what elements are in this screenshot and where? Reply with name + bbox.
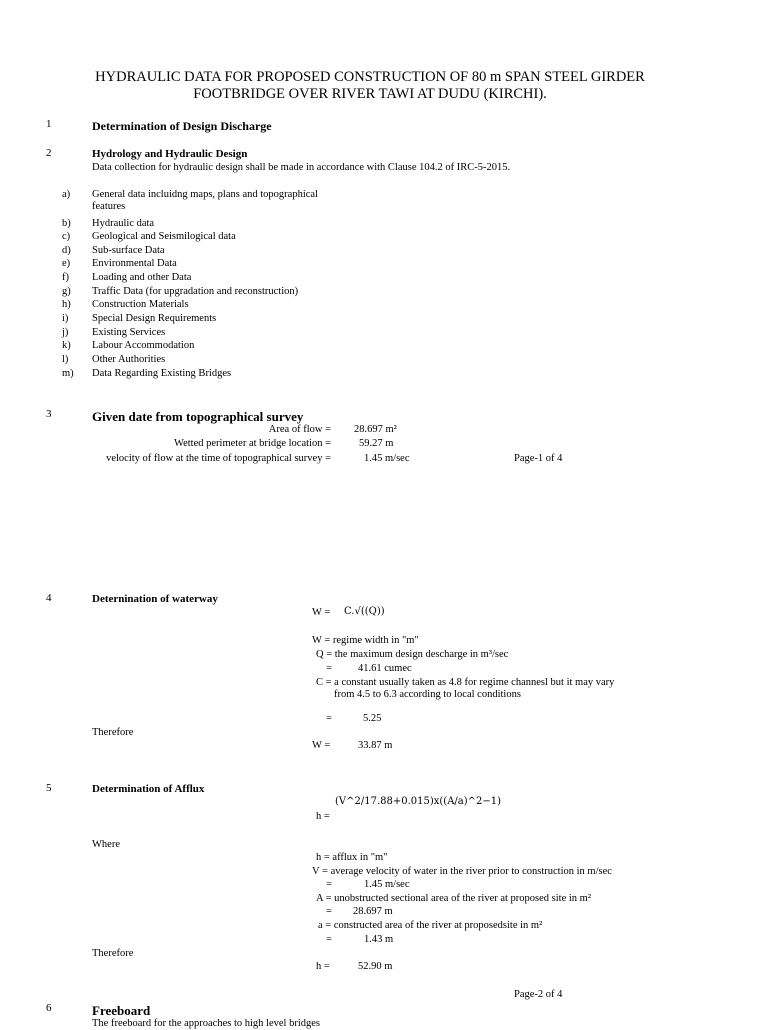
h-definition: h = afflux in "m": [316, 852, 388, 863]
list-item-text: Traffic Data (for upgradation and reconstruction): [92, 286, 299, 297]
section-3-heading: Given date from topographical survey: [92, 409, 304, 424]
c-equals: =: [326, 713, 332, 724]
v-equals: =: [326, 879, 332, 890]
a-equals: =: [326, 906, 332, 917]
v-value: 1.45 m/sec: [364, 879, 410, 890]
small-a-value: 1.43 m: [364, 934, 394, 945]
area-of-flow-label: Area of flow =: [268, 424, 331, 435]
section-6-number: 6: [46, 1002, 52, 1014]
list-item-letter: i): [62, 313, 69, 324]
list-item-letter: k): [62, 340, 71, 351]
w-result-label: W =: [312, 740, 331, 751]
title-line-1: HYDRAULIC DATA FOR PROPOSED CONSTRUCTION OF 80 m SPAN STEEL GIRDER: [95, 69, 645, 85]
section-2-intro: Data collection for hydraulic design shall be made in accordance with Clause 104.2 of IRC-5-2015.: [92, 162, 511, 173]
section-1-heading: Determination of Design Discharge: [92, 119, 272, 133]
section-5-number: 5: [46, 782, 52, 794]
therefore-label: Therefore: [92, 948, 134, 959]
waterway-formula: C.√((Q)): [344, 606, 385, 617]
list-item-text: Other Authorities: [92, 354, 166, 365]
afflux-formula: (V^2/17.88+0.015)x((A/a)^2−1): [335, 796, 502, 807]
h-result-label: h =: [316, 961, 330, 972]
section-3-number: 3: [46, 408, 52, 420]
section-2-number: 2: [46, 147, 52, 159]
c-definition-continued: from 4.5 to 6.3 according to local conditions: [334, 689, 521, 700]
list-item-letter: c): [62, 231, 71, 242]
w-formula-label: W =: [312, 607, 331, 618]
c-definition: C = a constant usually taken as 4.8 for regime channesl but it may vary: [316, 677, 615, 688]
list-item-text: Hydraulic data: [92, 218, 155, 229]
section-4-heading: Deternination of waterway: [92, 593, 218, 605]
list-item-letter: f): [62, 272, 69, 283]
q-value: 41.61 cumec: [358, 663, 412, 674]
section-2-heading: Hydrology and Hydraulic Design: [92, 148, 248, 160]
list-item-text: Geological and Seismilogical data: [92, 231, 236, 242]
list-item-letter: b): [62, 218, 71, 229]
w-result-value: 33.87 m: [358, 740, 393, 751]
list-item-letter: d): [62, 245, 71, 256]
list-item-text: Loading and other Data: [92, 272, 192, 283]
list-item-text: Sub-surface Data: [92, 245, 165, 256]
section-6-heading: Freeboard: [92, 1003, 151, 1018]
section-4-number: 4: [46, 592, 52, 604]
h-formula-label: h =: [316, 811, 330, 822]
wetted-perimeter-label: Wetted perimeter at bridge location =: [174, 438, 331, 449]
list-item-text-continued: features: [92, 201, 126, 212]
list-item-letter: l): [62, 354, 69, 365]
wetted-perimeter-value: 59.27 m: [359, 438, 394, 449]
velocity-of-flow-value: 1.45 m/sec: [364, 453, 410, 464]
a-value: 28.697 m: [353, 906, 393, 917]
c-value: 5.25: [363, 713, 382, 724]
v-definition: V = average velocity of water in the river prior to construction in m/sec: [312, 866, 612, 877]
where-label: Where: [92, 839, 120, 850]
section-1-number: 1: [46, 118, 52, 130]
section-6-text: The freeboard for the approaches to high level bridges: [92, 1018, 320, 1029]
velocity-of-flow-label: velocity of flow at the time of topographical survey =: [106, 453, 331, 464]
list-item-text: Special Design Requirements: [92, 313, 217, 324]
small-a-definition: a = constructed area of the river at proposedsite in m²: [318, 920, 543, 931]
therefore-label: Therefore: [92, 727, 134, 738]
h-result-value: 52.90 m: [358, 961, 393, 972]
small-a-equals: =: [326, 934, 332, 945]
title-line-2: FOOTBRIDGE OVER RIVER TAWI AT DUDU (KIRCHI).: [193, 86, 547, 102]
page-number-2: Page-2 of 4: [514, 989, 563, 1000]
q-definition: Q = the maximum design descharge in m³/sec: [316, 649, 509, 660]
section-5-heading: Determination of Afflux: [92, 783, 205, 795]
list-item-text: Existing Services: [92, 327, 166, 338]
q-equals: =: [326, 663, 332, 674]
a-definition: A = unobstructed sectional area of the river at proposed site in m²: [316, 893, 591, 904]
list-item-letter: a): [62, 189, 71, 200]
list-item-text: General data incluidng maps, plans and topographical: [92, 189, 318, 200]
list-item-text: Labour Accommodation: [92, 340, 195, 351]
w-definition: W = regime width in "m": [312, 635, 419, 646]
list-item-letter: g): [62, 286, 71, 297]
area-of-flow-value: 28.697 m²: [354, 424, 397, 435]
list-item-letter: e): [62, 258, 71, 269]
list-item-text: Data Regarding Existing Bridges: [92, 368, 232, 379]
list-item-letter: m): [62, 368, 74, 379]
list-item-letter: j): [62, 327, 69, 338]
list-item-text: Construction Materials: [92, 299, 189, 310]
list-item-text: Environmental Data: [92, 258, 177, 269]
page-number-1: Page-1 of 4: [514, 453, 563, 464]
list-item-letter: h): [62, 299, 71, 310]
